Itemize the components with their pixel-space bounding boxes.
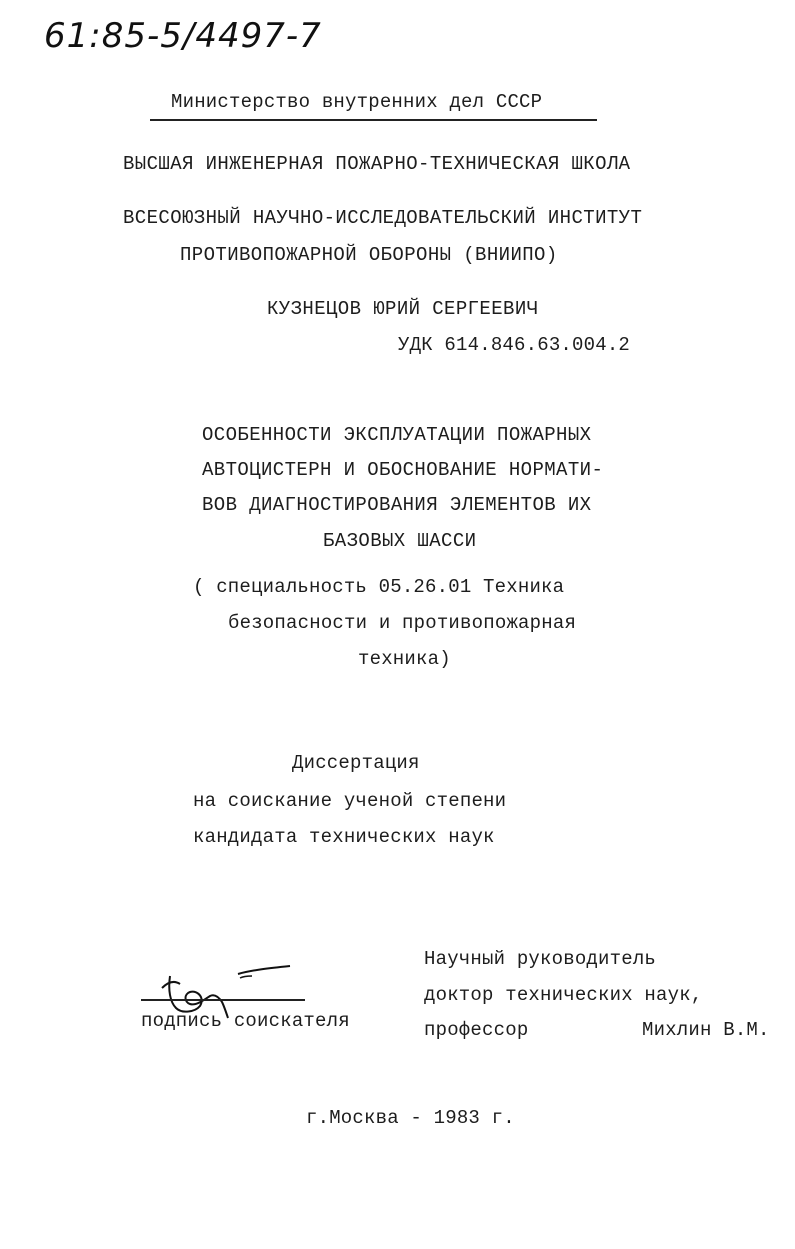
school-name: ВЫСШАЯ ИНЖЕНЕРНАЯ ПОЖАРНО-ТЕХНИЧЕСКАЯ ШКОЛА xyxy=(123,153,631,175)
thesis-title-line1: ОСОБЕННОСТИ ЭКСПЛУАТАЦИИ ПОЖАРНЫХ xyxy=(202,424,592,446)
supervisor-rank: профессор xyxy=(424,1019,529,1041)
thesis-title-line3: ВОВ ДИАГНОСТИРОВАНИЯ ЭЛЕМЕНТОВ ИХ xyxy=(202,494,592,516)
ministry-name: Министерство внутренних дел СССР xyxy=(171,91,543,113)
signature-label: подпись соискателя xyxy=(141,1010,350,1032)
institute-name-line2: ПРОТИВОПОЖАРНОЙ ОБОРОНЫ (ВНИИПО) xyxy=(180,244,558,266)
signature-line xyxy=(141,999,305,1001)
dissertation-label: Диссертация xyxy=(292,752,420,774)
thesis-title-line2: АВТОЦИСТЕРН И ОБОСНОВАНИЕ НОРМАТИ- xyxy=(202,459,604,481)
archive-mark: 61:85-5/4497-7 xyxy=(44,16,322,56)
header-underline xyxy=(150,119,597,121)
specialty-line2: безопасности и противопожарная xyxy=(228,612,577,634)
degree-sought-line1: на соискание ученой степени xyxy=(193,790,507,812)
supervisor-name: Михлин В.М. xyxy=(642,1019,770,1041)
degree-sought-line2: кандидата технических наук xyxy=(193,826,495,848)
supervisor-degree: доктор технических наук, xyxy=(424,984,703,1006)
specialty-line3: техника) xyxy=(358,648,451,670)
specialty-line1: ( специальность 05.26.01 Техника xyxy=(193,576,565,598)
institute-name-line1: ВСЕСОЮЗНЫЙ НАУЧНО-ИССЛЕДОВАТЕЛЬСКИЙ ИНСТИТУТ xyxy=(123,207,643,229)
author-name: КУЗНЕЦОВ ЮРИЙ СЕРГЕЕВИЧ xyxy=(267,298,539,320)
thesis-title-line4: БАЗОВЫХ ШАССИ xyxy=(323,530,477,552)
supervisor-label: Научный руководитель xyxy=(424,948,657,970)
place-and-year: г.Москва - 1983 г. xyxy=(306,1107,515,1129)
udc-code: УДК 614.846.63.004.2 xyxy=(398,334,631,356)
